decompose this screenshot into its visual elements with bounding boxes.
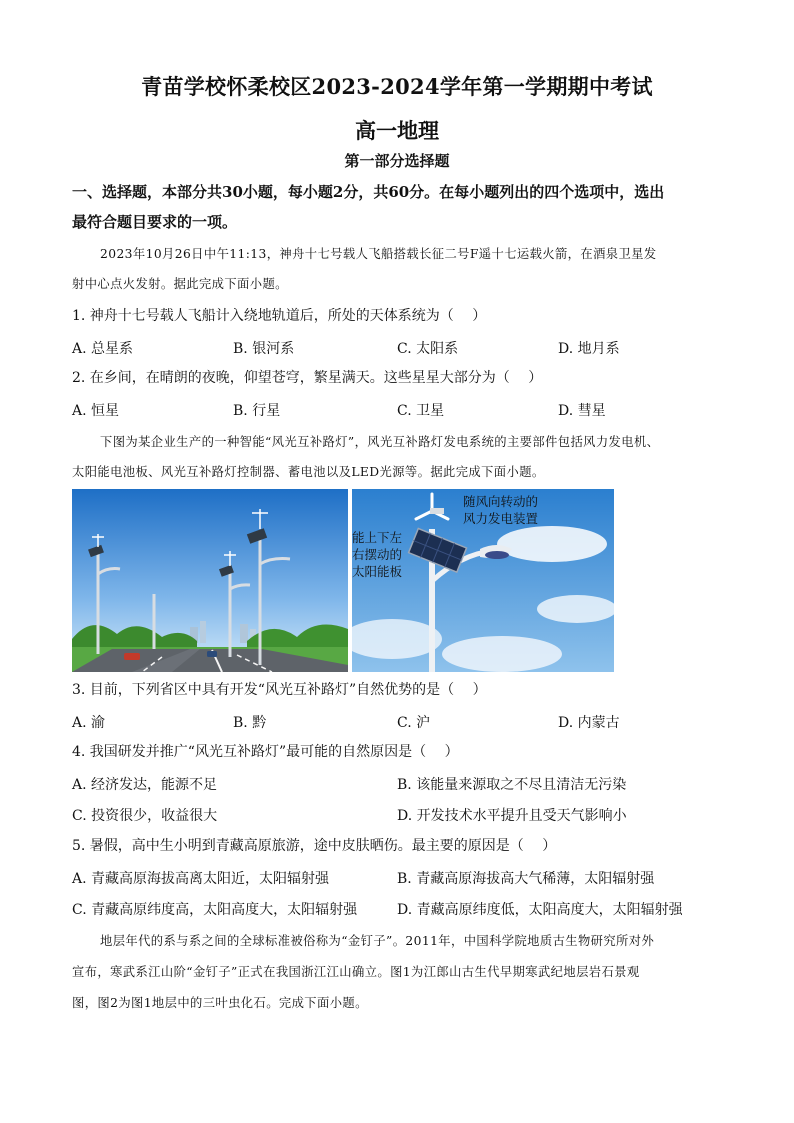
passage1-line1: 2023年10月26日中午11:13，神舟十七号载人飞船搭载长征二号F遥十七运载火箭，在酒泉卫星发: [100, 247, 657, 261]
exam-title: 青苗学校怀柔校区2023-2024学年第一学期期中考试: [141, 74, 653, 99]
q1-option-b: B. 银河系: [233, 341, 295, 357]
q1-option-d: D. 地月系: [558, 341, 620, 357]
q2-option-a: A. 恒星: [72, 403, 120, 419]
q4-option-d: D. 开发技术水平提升且受天气影响小: [397, 808, 627, 824]
passage3-line3: 图，图2为图1地层中的三叶虫化石。完成下面小题。: [72, 996, 368, 1010]
q5-option-a: A. 青藏高原海拔高离太阳近，太阳辐射强: [72, 871, 330, 887]
q5-option-d: D. 青藏高原纬度低，太阳高度大，太阳辐射强: [397, 902, 683, 918]
solar-label-line2: 右摆动的: [352, 547, 403, 562]
solar-label-line3: 太阳能板: [352, 564, 403, 579]
passage1-line2: 射中心点火发射。据此完成下面小题。: [72, 277, 288, 291]
solar-label-line1: 能上下左: [352, 530, 403, 545]
q5-stem: 5. 暑假，高中生小明到青藏高原旅游，途中皮肤晒伤。最主要的原因是（ ）: [72, 838, 557, 854]
wind-label-line1: 随风向转动的: [463, 494, 539, 509]
passage2-line2: 太阳能电池板、风光互补路灯控制器、蓄电池以及LED光源等。据此完成下面小题。: [72, 465, 545, 479]
street-lights-road-image: [72, 489, 348, 672]
passage3-line2: 宣布，寒武系江山阶“金钉子”正式在我国浙江江山确立。图1为江郎山古生代早期寒武纪地层岩石景观: [72, 965, 640, 979]
section-instruction-line2: 最符合题目要求的一项。: [72, 213, 238, 231]
q3-option-d: D. 内蒙古: [558, 715, 620, 731]
solar-panel-label: [352, 529, 402, 580]
wind-label-line2: 风力发电装置: [463, 511, 539, 526]
q3-option-b: B. 黔: [233, 715, 267, 731]
q4-option-a: A. 经济发达，能源不足: [72, 777, 218, 793]
q3-stem: 3. 目前，下列省区中具有开发“风光互补路灯”自然优势的是（ ）: [72, 682, 487, 698]
q2-stem: 2. 在乡间，在晴朗的夜晚，仰望苍穹，繁星满天。这些星星大部分为（ ）: [72, 370, 543, 386]
q3-option-a: A. 渝: [72, 715, 106, 731]
wind-solar-light-closeup-image: [352, 489, 614, 672]
subject-title: 高一地理: [355, 118, 439, 143]
q3-option-c: C. 沪: [397, 715, 431, 731]
q2-option-d: D. 彗星: [558, 403, 606, 419]
passage2-line1: 下图为某企业生产的一种智能“风光互补路灯”，风光互补路灯发电系统的主要部件包括风力发电机、: [100, 435, 660, 449]
q5-option-c: C. 青藏高原纬度高，太阳高度大，太阳辐射强: [72, 902, 358, 918]
q2-option-b: B. 行星: [233, 403, 281, 419]
passage3-line1: 地层年代的系与系之间的全球标准被俗称为“金钉子”。2011年，中国科学院地质古生物研究所对外: [100, 934, 655, 948]
q2-option-c: C. 卫星: [397, 403, 445, 419]
q4-option-b: B. 该能量来源取之不尽且清洁无污染: [397, 777, 627, 793]
road-illustration: [72, 489, 348, 672]
q4-option-c: C. 投资很少，收益很大: [72, 808, 218, 824]
part-title: 第一部分选择题: [344, 152, 450, 170]
q1-option-c: C. 太阳系: [397, 341, 459, 357]
q1-stem: 1. 神舟十七号载人飞船计入绕地轨道后，所处的天体系统为（ ）: [72, 308, 487, 324]
q5-option-b: B. 青藏高原海拔高大气稀薄，太阳辐射强: [397, 871, 655, 887]
q1-option-a: A. 总星系: [72, 341, 134, 357]
section-instruction-line1: 一、选择题，本部分共30小题，每小题2分，共60分。在每小题列出的四个选项中，选出: [72, 183, 665, 201]
wind-device-label: [463, 493, 538, 527]
q4-stem: 4. 我国研发并推广“风光互补路灯”最可能的自然原因是（ ）: [72, 744, 459, 760]
